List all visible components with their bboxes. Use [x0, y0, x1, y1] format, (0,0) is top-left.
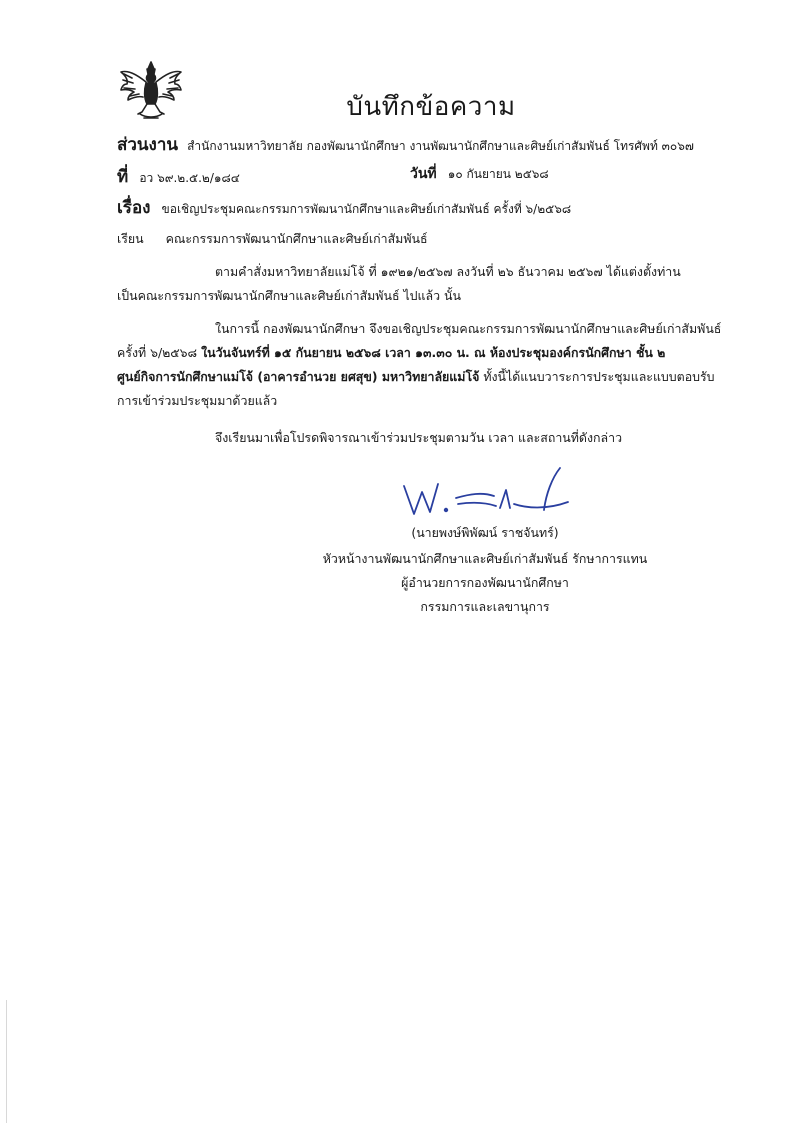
meeting-number: ครั้งที่ ๖/๒๕๖๘ — [117, 345, 202, 360]
signatory-position-1: หัวหน้างานพัฒนานักศึกษาและศิษย์เก่าสัมพันธ์ รักษาการแทน — [322, 551, 648, 566]
date-value: ๑๐ กันยายน ๒๕๖๘ — [447, 167, 549, 181]
closing-line: จึงเรียนมาเพื่อโปรดพิจารณาเข้าร่วมประชุมตามวัน เวลา และสถานที่ดังกล่าว — [215, 430, 623, 445]
date-row — [410, 163, 549, 185]
recipient-value: คณะกรรมการพัฒนานักศึกษาและศิษย์เก่าสัมพันธ์ — [165, 231, 428, 246]
garuda-emblem-icon — [118, 60, 184, 122]
subject-label: เรื่อง — [117, 198, 151, 218]
date-label: วันที่ — [410, 166, 437, 182]
department-label: ส่วนงาน — [117, 135, 179, 155]
recipient-label: เรียน — [117, 231, 144, 246]
paragraph-2-line-4: การเข้าร่วมประชุมมาด้วยแล้ว — [117, 393, 278, 408]
paragraph-2-line-2 — [117, 345, 665, 361]
meeting-datetime-venue: ในวันจันทร์ที่ ๑๕ กันยายน ๒๕๖๘ เวลา ๑๓.๓๐ น. ณ ห้องประชุมองค์กรนักศึกษา ชั้น ๒ — [201, 345, 666, 360]
handwritten-signature — [396, 464, 576, 520]
paragraph-1-line-2: เป็นคณะกรรมการพัฒนานักศึกษาและศิษย์เก่าสัมพันธ์ ไปแล้ว นั้น — [117, 288, 461, 303]
meeting-building: ศูนย์กิจการนักศึกษาแม่โจ้ (อาคารอำนวย ยศสุข) มหาวิทยาลัยแม่โจ้ — [117, 369, 480, 384]
attachment-note: ทั้งนี้ได้แนบวาระการประชุมและแบบตอบรับ — [479, 369, 715, 384]
paragraph-2-line-1: ในการนี้ กองพัฒนานักศึกษา จึงขอเชิญประชุมคณะกรรมการพัฒนานักศึกษาและศิษย์เก่าสัมพันธ์ — [215, 321, 722, 336]
reference-label: ที่ — [117, 167, 129, 187]
subject-value: ขอเชิญประชุมคณะกรรมการพัฒนานักศึกษาและศิษย์เก่าสัมพันธ์ ครั้งที่ ๖/๒๕๖๘ — [161, 202, 572, 216]
reference-row — [117, 163, 240, 190]
paragraph-2-line-3 — [117, 369, 715, 385]
signatory-name: (นายพงษ์พิพัฒน์ ราชจันทร์) — [411, 525, 559, 540]
department-row — [117, 131, 694, 158]
signatory-position-2: ผู้อำนวยการกองพัฒนานักศึกษา — [401, 575, 569, 590]
signatory-position-3: กรรมการและเลขานุการ — [420, 599, 550, 614]
subject-row — [117, 194, 571, 221]
reference-value: อว ๖๙.๒.๕.๒/๑๘๔ — [139, 171, 240, 185]
recipient-row — [117, 231, 428, 247]
scan-edge-line — [6, 1000, 7, 1123]
page-title: บันทึกข้อความ — [346, 92, 516, 122]
paragraph-1-line-1: ตามคำสั่งมหาวิทยาลัยแม่โจ้ ที่ ๑๙๒๑/๒๕๖๗ ลงวันที่ ๒๖ ธันวาคม ๒๕๖๗ ได้แต่งตั้งท่าน — [215, 264, 681, 279]
department-value: สำนักงานมหาวิทยาลัย กองพัฒนานักศึกษา งานพัฒนานักศึกษาและศิษย์เก่าสัมพันธ์ โทรศัพท์ ๓๐๖๗ — [187, 139, 694, 153]
